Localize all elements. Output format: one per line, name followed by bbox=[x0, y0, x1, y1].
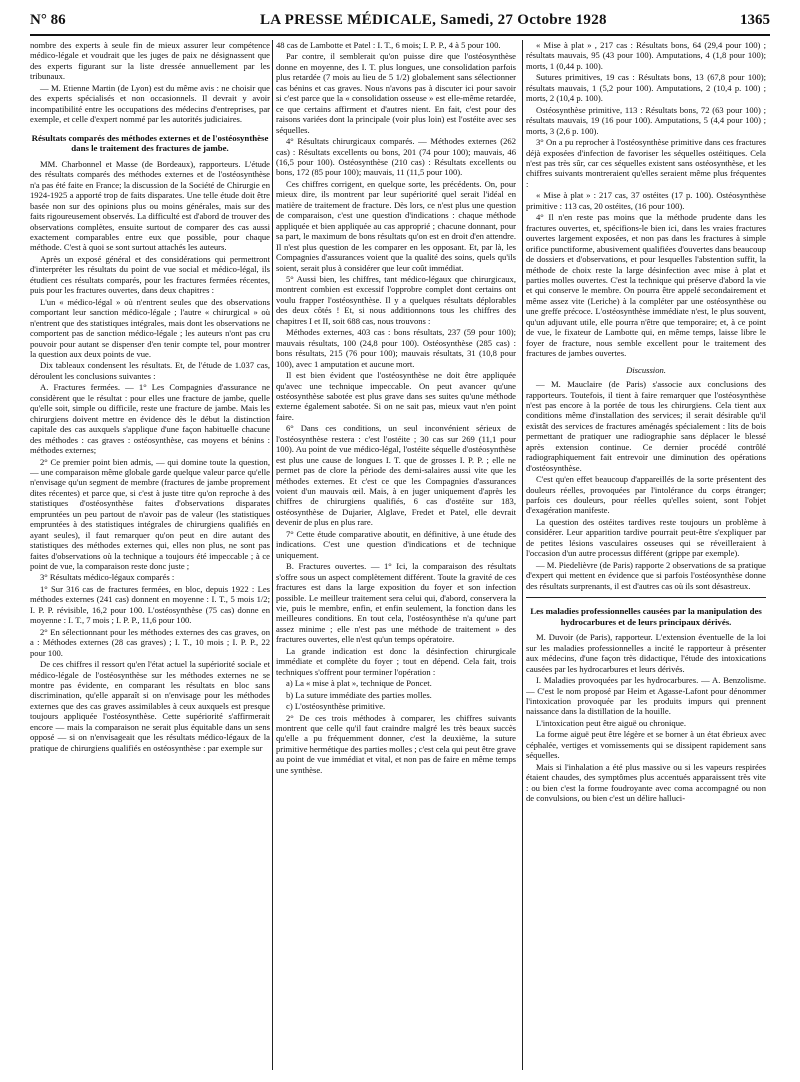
section-heading: Résultats comparés des méthodes externes et de l'ostéosynthèse dans le traitement des fractures de jambe. bbox=[31, 132, 269, 154]
paragraph: Après un exposé général et des considérations qui permettront d'interpréter les résultats du point de vue social et médico-légal, ils étudient ces résultats comparés, pour les fractures fermées récentes, puis pour les fractures ouvertes, dans deux chapitres : bbox=[30, 253, 270, 296]
paragraph: La forme aiguë peut être légère et se borner à un état ébrieux avec céphalée, vertiges et vomissements qui se dissipent rapidement sans séquelles. bbox=[526, 729, 766, 761]
paragraph: A. Fractures fermées. — 1° Les Compagnies d'assurance ne considèrent que le résultat : pour elles une fracture de jambe, quelle qu'elle soit, simple ou difficile, reste une fracture de jambe. Mais les chirurgiens doivent mettre en évidence dès le début la distinction capitale des cas auxquels s'applique d'une façon habituelle chacune des méthodes : cas graves : ostéosynthèse, cas moyens et bénins : méthodes externes; bbox=[30, 382, 270, 456]
section-divider bbox=[526, 597, 766, 598]
column-1 bbox=[30, 40, 270, 1074]
paragraph: C'est qu'en effet beaucoup d'appareillés de la sorte présentent des douleurs réelles, provoquées par l'intolérance du corps étranger; parfois ces douleurs, pour réelles qu'elles soient, sont l'objet d'exagération manifeste. bbox=[526, 474, 766, 516]
discussion-heading: Discussion. bbox=[626, 364, 666, 375]
paragraph: 2° De ces trois méthodes à comparer, les chiffres suivants montrent que celle qu'il faut craindre malgré les très beaux succès qu'elle a pu fréquemment donner, c'est la deuxième, la suture primitive hermétique des parties molles ; c'est cela qui peut être grave au point de vue immédiat et vital, et non pas de faire en même temps une synthèse. bbox=[276, 712, 516, 775]
list-item: c) L'ostéosynthèse primitive. bbox=[286, 701, 386, 712]
paragraph: MM. Charbonnel et Masse (de Bordeaux), rapporteurs. L'étude des résultats comparés des méthodes externes et de l'ostéosynthèse n'a pas été faite en France; la discussion de la Société de Chirurgie en 1924-1925 a apporté trop de faits disparates. Une telle étude doit être basée non sur des opinions plus ou moins générales, mais sur des faits rigoureusement observés. La difficulté est d'abord de trouver des observations complètes, ensuite surtout de comparer des cas aussi exactement comparables entre eux que possible, pour chaque méthode. C'est à quoi se sont surtout attachés les auteurs. bbox=[30, 158, 270, 253]
paragraph: L'un « médico-légal » où n'entrent seules que des observations comportant leur sanction médico-légale ; l'autre « chirurgical » où n'entrent que des statistiques intégrales, mais dont les observations ne comportent pas de sanction médico-légale ; les auteurs n'ont pas cru pouvoir pour autant se dispenser d'en tenir compte tel, pour montrer la question aux deux points de vue. bbox=[30, 296, 270, 359]
paragraph: Par contre, il semblerait qu'on puisse dire que l'ostéosynthèse donne en moyenne, des I. T. plus longues, une consolidation parfois plus retardée (7 mois au lieu de 5 1/2) globalement sans sélectionner cas bénins et cas graves. Nous n'avons pas à discuter ici pour savoir si c'est parce que la « consolidation osseuse » est elle-même retardée, ce que certains affirment et d'autres nient. En fait, c'est pour des raisons variées dont la principale (voir plus loin) est l'ostéite avec ses séquelles. bbox=[276, 51, 516, 135]
paragraph: Il est bien évident que l'ostéosynthèse ne doit être appliquée qu'avec une technique impeccable. On peut avancer qu'une ostéosynthèse sabotée est plus grave dans ses suites qu'une méthode externe également sabotée. Si on ne sait pas, mieux vaut n'en point faire. bbox=[276, 370, 516, 422]
paragraph: « Mise à plat » , 217 cas : Résultats bons, 64 (29,4 pour 100) ; résultats mauvais, 95 (43 pour 100). Amputations, 4 (1,8 pour 100); morts, 1 (0,44 p. 100). bbox=[526, 40, 766, 71]
paragraph: I. Maladies provoquées par les hydrocarbures. — A. Benzolisme. — C'est le nom proposé par Heim et Agasse-Lafont pour dénommer l'intoxication provoquée par les produits impurs qui prennent naissance dans la distillation de la houille. bbox=[526, 675, 766, 717]
paragraph: 7° Cette étude comparative aboutit, en définitive, à une étude des indications. C'est une question d'indications et de technique uniquement. bbox=[276, 528, 516, 560]
paragraph: B. Fractures ouvertes. — 1° Ici, la comparaison des résultats s'offre sous un aspect complètement différent. Toute la gravité de ces fractures est dans la large exposition du foyer et son infection possible. Le meilleur traitement sera celui qui, d'abord, conservera la vie, puis le membre, enfin, et enfin seulement, la fonction dans les meilleures conditions. En tout cela, l'ostéosynthèse n'a qu'une part assez minime ; elle n'est pas une méthode de traitement » des fractures ouvertes, elle n'est qu'un temps opératoire. bbox=[276, 561, 516, 645]
paragraph: Dix tableaux condensent les résultats. Et, de l'étude de 1.037 cas, déroulent les conclusions suivantes : bbox=[30, 360, 270, 381]
list-item: b) La suture immédiate des parties molles. bbox=[286, 689, 432, 700]
paragraph: « Mise à plat » : 217 cas, 37 ostéites (17 p. 100). Ostéosynthèse primitive : 113 cas, 20 ostéites, (16 pour 100). bbox=[526, 190, 766, 211]
paragraph: La question des ostéites tardives reste toujours un problème à considérer. Leur apparition tardive pourrait peut-être s'expliquer par de petites lésions vasculaires osseuses qui se réveilleraient à l'occasion d'un autre processus différent (grippe par exemple). bbox=[526, 516, 766, 559]
paragraph: Mais si l'inhalation a été plus massive ou si les vapeurs respirées étaient chaudes, des symptômes plus accentués apparaissent très vite : ou bien c'est la forme foudroyante avec coma accompagné ou non de convulsions, ou bien c'est un délire halluci- bbox=[526, 761, 766, 804]
paragraph: 3° Résultats médico-légaux comparés : bbox=[40, 572, 175, 583]
section-heading: Les maladies professionnelles causées par la manipulation des hydrocarbures et de leurs principaux dérivés. bbox=[530, 606, 762, 627]
column-3 bbox=[526, 40, 766, 1074]
page-number: 1365 bbox=[740, 12, 770, 28]
paragraph: La grande indication est donc la désinfection chirurgicale immédiate et complète du foyer ; tout en dépend. Cela fait, trois techniques s'offrent pour terminer l'opération : bbox=[276, 645, 516, 677]
paragraph: M. Duvoir (de Paris), rapporteur. L'extension éventuelle de la loi sur les maladies professionnelles a incité le rapporteur à présenter aux médecins, d'une façon très didactique, l'étude des intoxications causées par les hydrocarbures et leurs dérivés. bbox=[526, 632, 766, 674]
page-header bbox=[30, 8, 770, 36]
paragraph: 48 cas de Lambotte et Patel : I. T., 6 mois; I. P. P., 4 à 5 pour 100. bbox=[276, 40, 501, 50]
journal-title: LA PRESSE MÉDICALE, Samedi, 27 Octobre 1928 bbox=[260, 12, 607, 28]
paragraph: 5° Aussi bien, les chiffres, tant médico-légaux que chirurgicaux, montrent combien est excessif l'opprobre complet dont certains ont voulu frapper l'ostéosynthèse. Il y a quelques résultats déplorables des deux côtés ! Et, si nous additionnons tous les chiffres des chapitres I et II, soit 688 cas, nous trouvons : bbox=[276, 273, 516, 326]
paragraph: 1° Sur 316 cas de fractures fermées, en bloc, depuis 1922 : Les méthodes externes (241 cas) donnent en moyenne : I. T., 5 mois 1/2; I. P. P. révisible, 16,2 pour 100. L'ostéosynthèse (75 cas) donne en moyenne : I. T., 7 mois ; I. P. P., 11,6 pour 100. bbox=[30, 583, 270, 626]
paragraph: — M. Piedelièvre (de Paris) rapporte 2 observations de sa pratique d'expert qui mettent en évidence que si parfois l'ostéosynthèse donne des résultats surprenants, il est d'autres cas où ils sont désastreux. bbox=[526, 559, 766, 591]
column-rule bbox=[522, 40, 523, 1070]
paragraph: nombre des experts à seule fin de mieux assurer leur compétence médico-légale et voudrait que les juges de paix ne désignassent que des experts figurant sur la liste dressée annuellement par les tribunaux. bbox=[30, 40, 270, 82]
paragraph: Sutures primitives, 19 cas : Résultats bons, 13 (67,8 pour 100); résultats mauvais, 1 (5,2 pour 100). Amputations, 2 (10,4 p. 100) ; morts, 2 (10,4 p. 100). bbox=[526, 72, 766, 104]
paragraph: 3° On a pu reprocher à l'ostéosynthèse primitive dans ces fractures déjà exposées d'infection de favoriser les séquelles ostéitiques. Cela n'est pas très sûr, car ces séquelles existent sans ostéosynthèse, et les chiffres suivants montreraient qu'elles seraient même plus fréquentes : bbox=[526, 137, 766, 189]
paragraph: De ces chiffres il ressort qu'en l'état actuel la supériorité sociale et médico-légale de l'ostéosynthèse sur les méthodes externes ne se montre pas évidente, en comparant les résultats en bloc sans discrimination, qu'elle apparaît si on n'envisage pour les méthodes externes que des cas graves assimilables à ceux auxquels est presque toujours appliquée l'ostéosynthèse. Cette supériorité s'affirmerait encore — mais la comparaison ne serait plus équitable dans un sens opposé — si on n'envisageait que les résultats médico-légaux de la pratique de chirurgiens qualifiés en ostéosynthèse : par exemple sur bbox=[30, 659, 270, 753]
column-2 bbox=[276, 40, 516, 1074]
paragraph: Ostéosynthèse primitive, 113 : Résultats bons, 72 (63 pour 100) ; résultats mauvais, 19 (16 pour 100). Amputations, 5 (4,4 pour 100) ; morts, 3 (2,6 p. 100). bbox=[526, 104, 766, 136]
paragraph: 4° Résultats chirurgicaux comparés. — Méthodes externes (262 cas) : Résultats excellents ou bons, 201 (74 pour 100); mauvais, 46 (16,5 pour 100). Ostéosynthèse (210 cas) : Résultats excellents ou bons, 172 (85 pour 100); mauvais, 11 (11,5 pour 100). bbox=[276, 136, 516, 178]
paragraph: Ces chiffres corrigent, en quelque sorte, les précédents. On, pour mieux dire, ils montrent par leur supériorité quel serait l'idéal en matière de traitement de fracture. Dès lors, ce n'est plus une question de comparaison, c'est une question d'indications : chaque méthode appliquée et bien appliquée au cas approprié ; chacune donnant, pour sa part, le maximum de bons résultats qu'on est en droit d'en attendre. Il n'est plus question de les comparer en les opposant. Et, par là, les Compagnies d'assurances voient que la qualité des soins, quels qu'ils soient, serait plus à considérer que leur coût immédiat. bbox=[276, 178, 516, 273]
paragraph: 2° En sélectionnant pour les méthodes externes des cas graves, on a : Méthodes externes (28 cas graves) ; I. T., 10 mois ; I. P. P., 22 pour 100. bbox=[30, 626, 270, 658]
paragraph: 6° Dans ces conditions, un seul inconvénient sérieux de l'ostéosynthèse restera : c'est l'ostéite ; 30 cas sur 269 (11,1 pour 100). Au point de vue médico-légal, l'ostéite séquelle d'ostéosynthèse est plus une cause de longues I. T. que de grosses I. P. P. ; elle ne permet pas de clore la période des demi-salaires aussi vite que les méthodes externes. Et c'est ce que les Compagnies d'assurances voient d'un mauvais œil. Mais, à en juger uniquement d'après les chiffres de chirurgiens qualifiés, 6 cas d'ostéite sur 183, ostéosynthèse de Dujarier, Alglave, Fredet et Patel, elle devrait devenir de plus en plus rare. bbox=[276, 423, 516, 528]
paragraph: Méthodes externes, 403 cas : bons résultats, 237 (59 pour 100); mauvais résultats, 100 (24,8 pour 100). Ostéosynthèse (285 cas) : bons résultats, 215 (76 pour 100); mauvais résultats, 31 (10,8 pour 100), avec 1 amputation et aucune mort. bbox=[276, 327, 516, 369]
paragraph: L'intoxication peut être aiguë ou chronique. bbox=[536, 717, 686, 728]
column-rule bbox=[272, 40, 273, 1070]
paragraph: — M. Etienne Martin (de Lyon) est du même avis : ne choisir que des experts spécialisés et non occasionnels. Il devrait y avoir incompatibilité entre les occupations des médecins d'entreprises, par exemple, et celle d'expert nommé par les autorités judiciaires. bbox=[30, 82, 270, 125]
list-item: a) La « mise à plat », technique de Poncet. bbox=[286, 678, 432, 689]
paragraph: 2° Ce premier point bien admis, — qui domine toute la question, — une comparaison même globale garde quelque valeur parce qu'elle n'envisage qu'un segment de membre (fractures de jambe proprement dites récentes) et parce que, si c'est à juste titre qu'on reproche à des statistiques d'ostéosynthèse faites d'observations disparates empruntées un peu partout de n'avoir pas de valeur (les statistiques empruntées à des statistiques intégrales de chirurgiens qualifiés en ayant seules), il faut remarquer qu'on peut en dire autant des statistiques des méthodes externes qui, elles non plus, ne sont pas faites d'observations où la technique a toujours été impeccable ; à ce point de vue, la comparaison reste donc juste ; bbox=[30, 456, 270, 572]
paragraph: — M. Mauclaire (de Paris) s'associe aux conclusions des rapporteurs. Toutefois, il tient à faire remarquer que l'ostéosynthèse n'est pas encore à la portée de tous les chirurgiens. Cela tient aux conditions même d'installation des services; il serait désirable qu'il existât des services de fractures aménagés spécialement : lits de bois permettant de pratiquer une radiographie sans déplacer le blessé après extension continue. Ce dernier procédé contrôlé radiographiquement fait entrevoir une diminution des opérations d'ostéosynthèse. bbox=[526, 379, 766, 473]
paragraph: 4° Il n'en reste pas moins que la méthode prudente dans les fractures ouvertes, et, spécifions-le bien ici, dans les vraies fractures ouvertes largement exposées, et non pas dans les fractures à simple orifice punctiforme, abusivement qualifiées d'ouvertes dans beaucoup de dossiers et d'observations, et pour lesquelles l'abstention suffit, la méthode de choix reste la large désinfection avec mise à plat et parties molles ouvertes. C'est la technique qui préserve d'abord la vie et qui conserve le membre. On pourra être appelé secondairement et même assez vite (Leriche) à la compléter par une ostéosynthèse ou une greffe précoce. L'ostéosynthèse immédiate n'est, le plus souvent, qu'un adjuvant utile, elle pourra n'être que temporaire; et, à ce point de vue, le fixateur de Lambotte qui, en même temps, laisse libre le foyer de fracture, nous semble excellent pour le traitement des fractures de jambes ouvertes. bbox=[526, 212, 766, 359]
issue-number: N° 86 bbox=[30, 12, 66, 28]
